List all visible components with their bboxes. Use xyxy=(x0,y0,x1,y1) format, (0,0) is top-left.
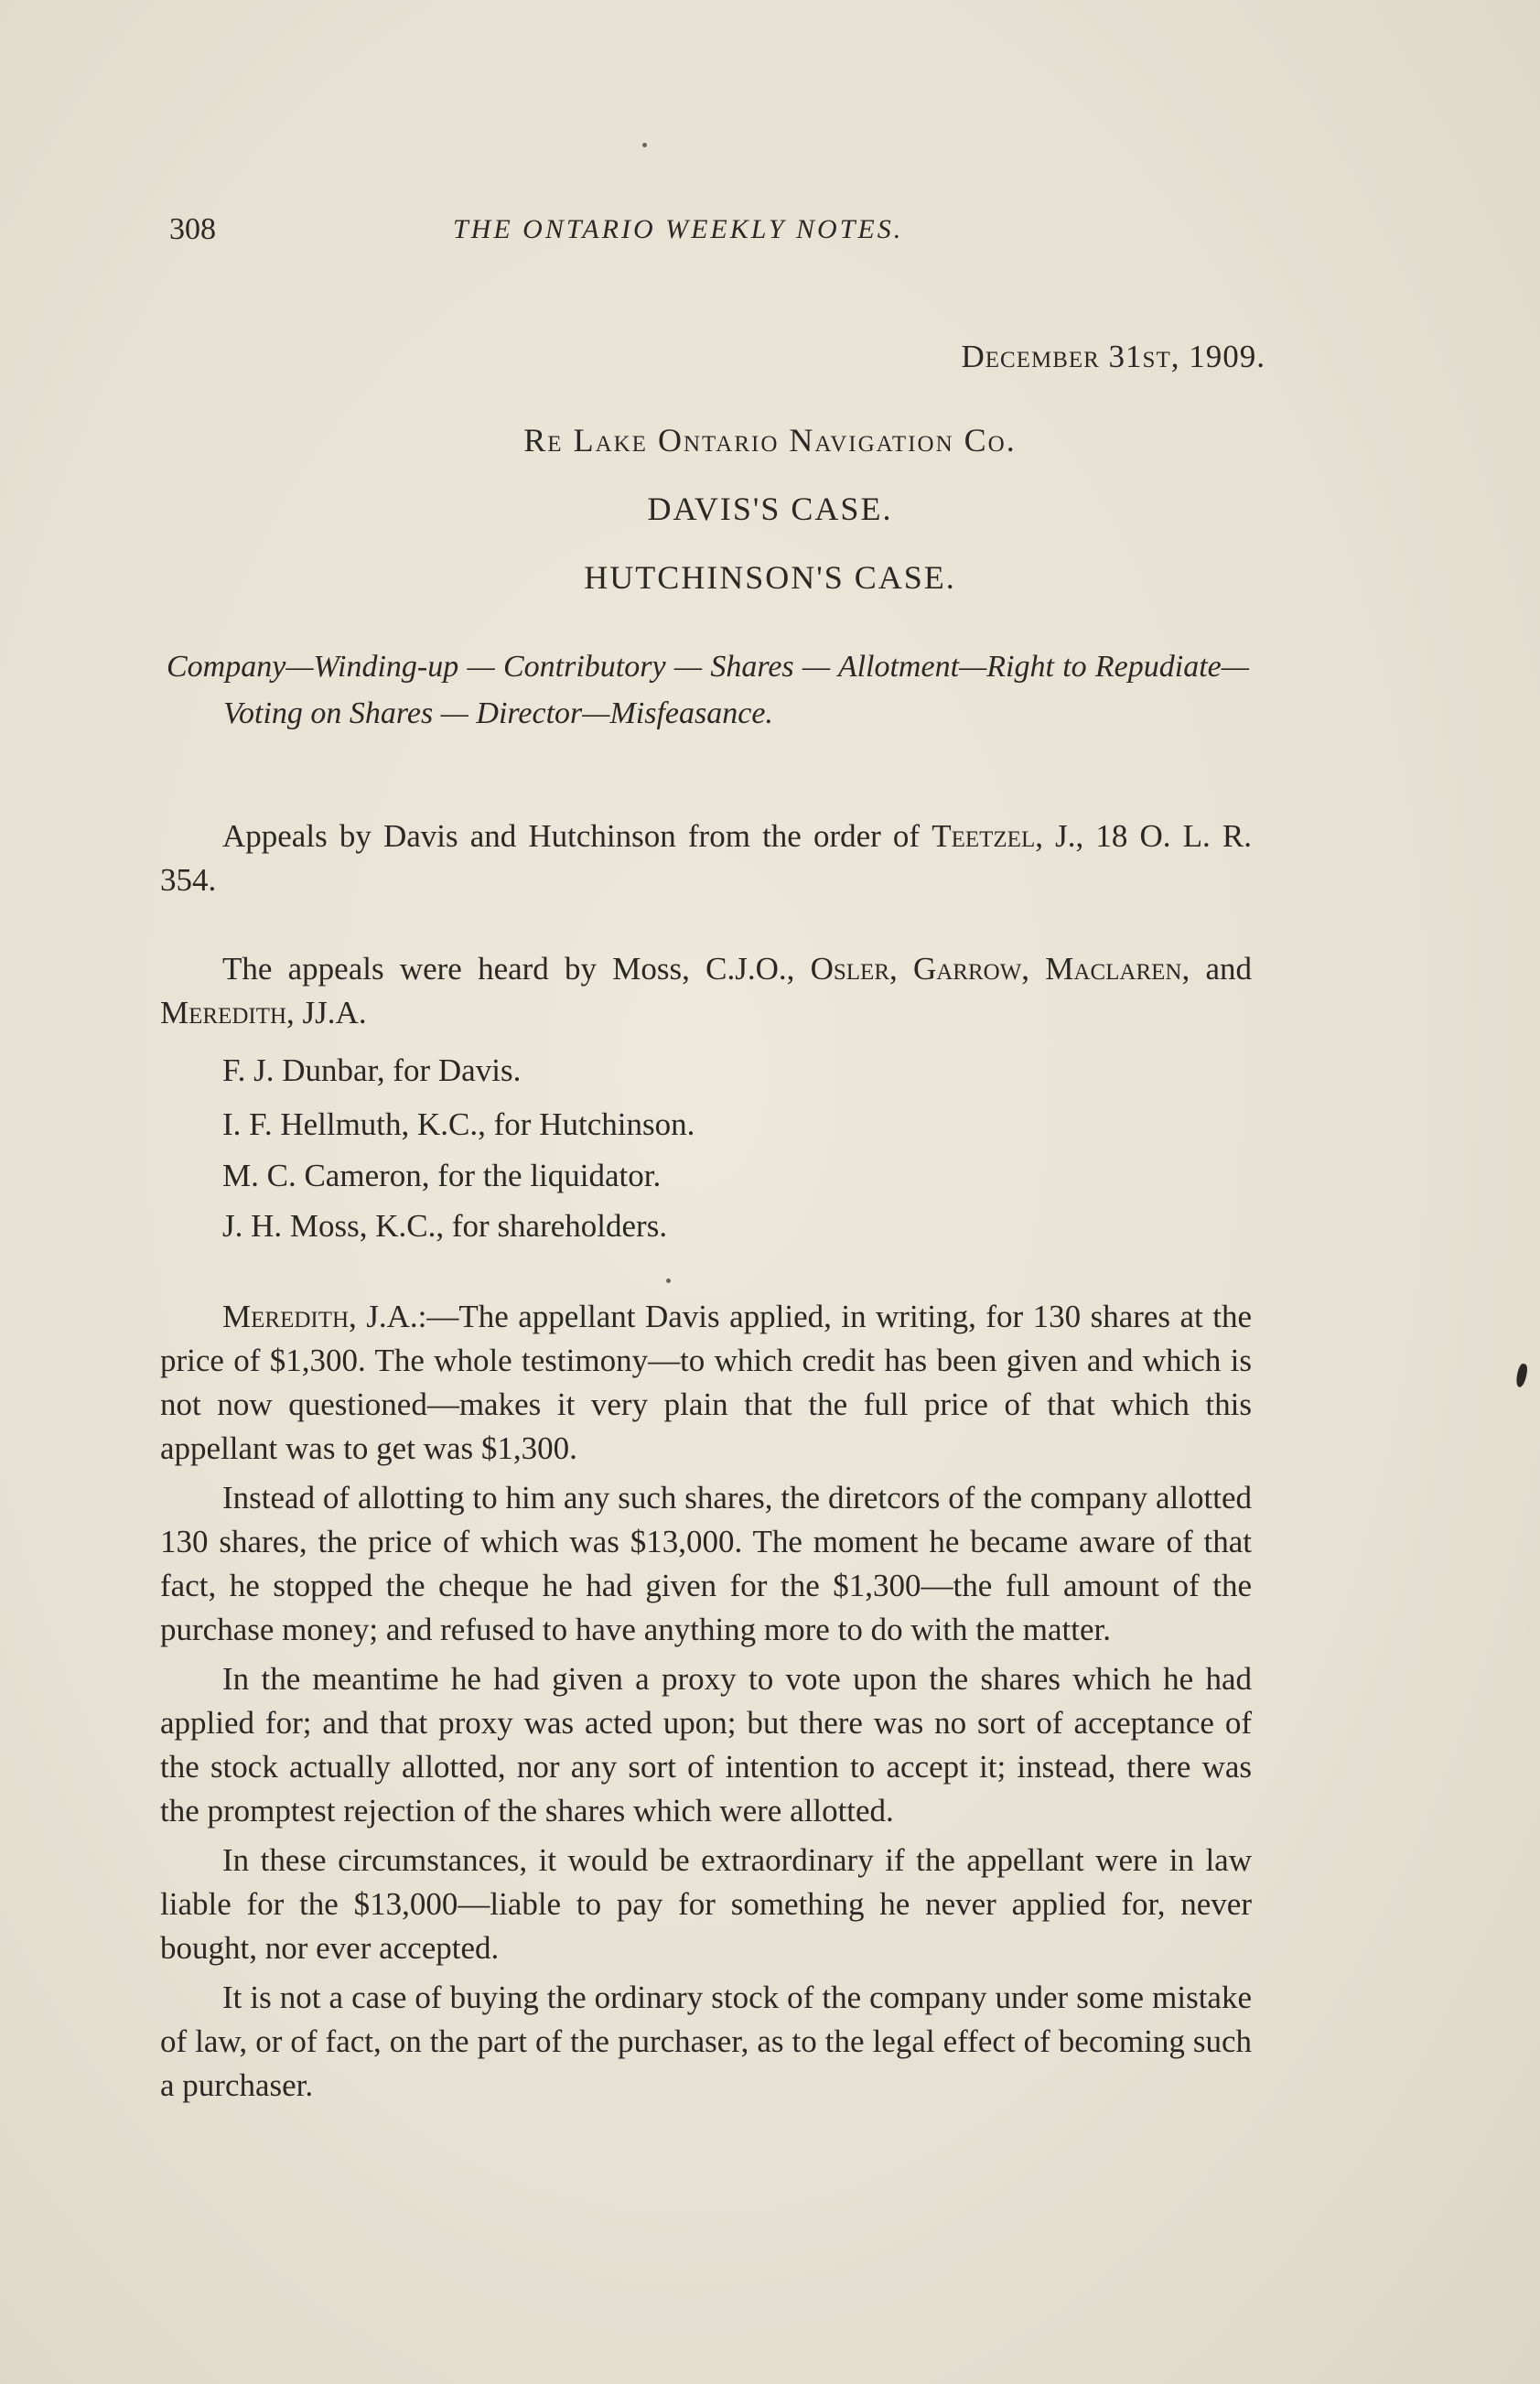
judgment-paragraph: It is not a case of buying the ordinary stock of the company under some mistake of law, or of fact, on the part of the purchaser, as to the legal effect of becoming such a purchaser. xyxy=(160,1979,1252,2103)
heard-paragraph xyxy=(160,947,1252,1035)
case-subtitle-davis: DAVIS'S CASE. xyxy=(647,491,893,527)
speck-mark xyxy=(642,143,647,147)
page-header xyxy=(169,212,1258,258)
appeals-text-pre: Appeals by Davis and Hutchinson from the order of xyxy=(222,818,932,854)
heard-judge: Meredith, xyxy=(160,995,295,1030)
judgment-paragraph xyxy=(160,1295,1252,1471)
judgment-body xyxy=(160,1295,1252,2113)
appeals-text-post: J., 18 O. L. R. 354. xyxy=(160,818,1252,898)
case-subtitle-hutchinson: HUTCHINSON'S CASE. xyxy=(584,559,956,596)
heard-text-pre: The appeals were heard by Moss, C.J.O., xyxy=(222,951,811,987)
judgment-text: J.A.:—The appellant Davis applied, in writing, for 130 shares at the price of $1,300. The whole testimony—to which credit has been given and which is not now questioned—makes it very plain that the full price of that which this appellant was to get was $1,300. xyxy=(160,1299,1252,1466)
running-head: THE ONTARIO WEEKLY NOTES. xyxy=(453,214,904,244)
heard-text-post: JJ.A. xyxy=(294,995,367,1030)
appeals-paragraph xyxy=(160,814,1252,902)
judgment-paragraph: Instead of allotting to him any such shares, the diretcors of the company allotted 130 shares, the price of which was $13,000. The moment he became aware of that fact, he stopped the cheque he had given for the $1,300—the full amount of the purchase money; and refused to have anything more to do with the matter. xyxy=(160,1480,1252,1647)
heard-judges: Osler, Garrow, Maclaren, xyxy=(810,951,1190,987)
headnote: Company—Winding-up — Contributory — Shares — Allotment—Right to Repudiate—Voting on Shares — Director—Misfeasance. xyxy=(167,650,1249,730)
judgment-judge: Meredith, xyxy=(222,1299,357,1334)
case-date: December 31st, 1909. xyxy=(961,339,1265,374)
judgment-paragraph: In the meantime he had given a proxy to vote upon the shares which he had applied for; and that proxy was acted upon; but there was no sort of acceptance of the stock actually allotted, nor any sort of intention to accept it; instead, there was the promptest rejection of the shares which were allotted. xyxy=(160,1661,1252,1828)
counsel-line: F. J. Dunbar, for Davis. xyxy=(222,1052,522,1088)
heard-text-mid: and xyxy=(1190,951,1252,987)
appeals-judge: Teetzel, xyxy=(932,818,1043,854)
counsel-line: M. C. Cameron, for the liquidator. xyxy=(222,1158,662,1193)
counsel-line: I. F. Hellmuth, K.C., for Hutchinson. xyxy=(222,1106,695,1142)
counsel-line: J. H. Moss, K.C., for shareholders. xyxy=(222,1208,668,1244)
case-title: Re Lake Ontario Navigation Co. xyxy=(523,422,1017,458)
speck-mark xyxy=(666,1278,671,1283)
page-number: 308 xyxy=(169,212,216,246)
margin-ink-mark xyxy=(1514,1363,1528,1388)
judgment-paragraph: In these circumstances, it would be extraordinary if the appellant were in law liable for the $13,000—liable to pay for something he never applied for, never bought, nor ever accepted. xyxy=(160,1842,1252,1966)
